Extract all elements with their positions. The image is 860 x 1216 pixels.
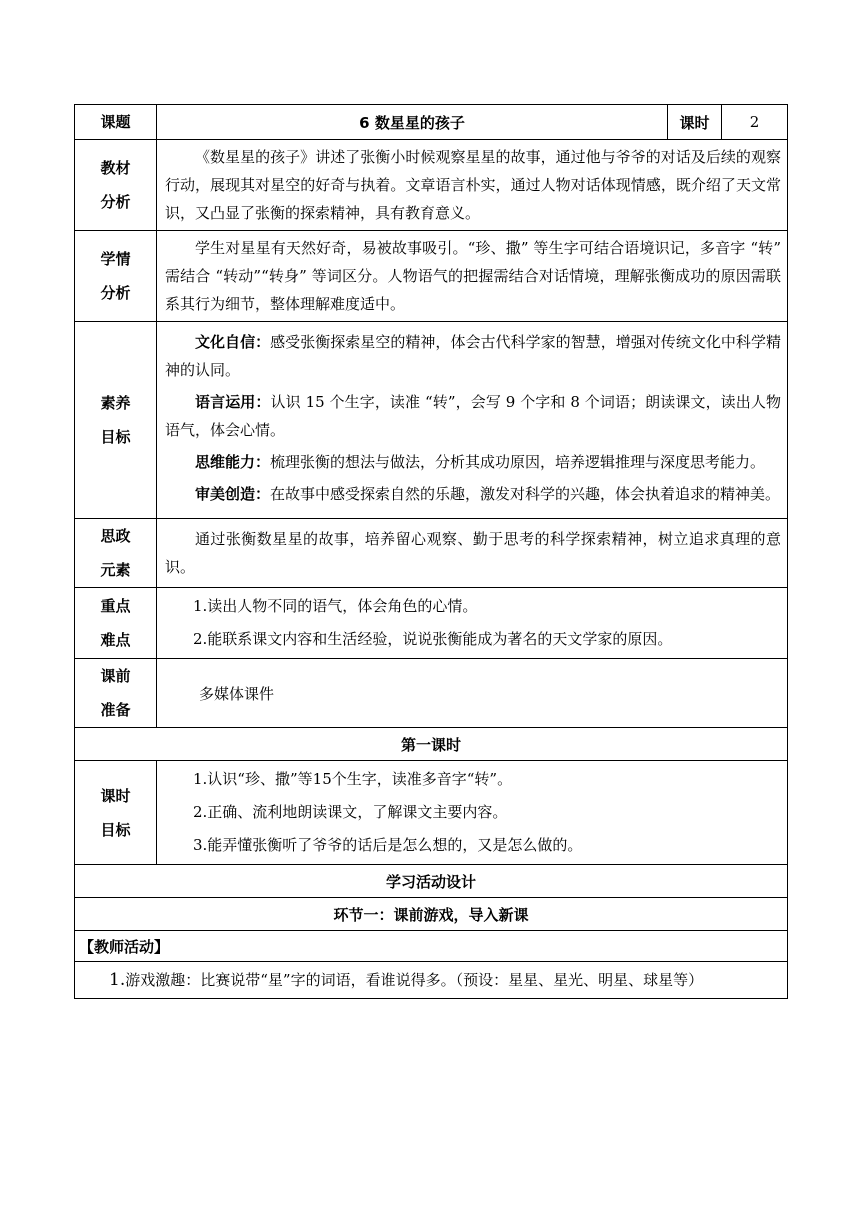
goal-title: 思维能力： [195,453,271,471]
topic-title: 6 数星星的孩子 [157,105,668,140]
step-one-heading: 环节一：课前游戏，导入新课 [75,898,788,931]
goal-text: 认识 15 个生字，读准 “转”，会写 9 个字和 8 个词语；朗读课文，读出人物语气，体会心情。 [165,393,781,439]
key-points-row [75,588,788,659]
ideological-text [157,519,788,588]
hours-value: 2 [722,105,788,140]
label-line: 教材 [100,159,131,177]
step-one-heading-row [75,898,788,931]
label-line: 分析 [100,284,131,302]
literacy-goals-row [75,322,788,519]
first-lesson-heading-row [75,728,788,761]
key-points-list [157,588,788,659]
label-line: 目标 [100,428,131,446]
list-item: 1.读出人物不同的语气，体会角色的心情。 [193,597,478,615]
goal-item [165,448,781,480]
label-line: 思政 [100,527,131,545]
paragraph: 《数星星的孩子》讲述了张衡小时候观察星星的故事，通过他与爷爷的对话及后续的观察行动，展现其对星空的好奇与执着。文章语言朴实，通过人物对话体现情感，既介绍了天文常识，又凸显了张衡的探索精神，具有教育意义。 [165,148,781,222]
label-line: 重点 [100,597,131,615]
goal-title: 文化自信： [195,333,271,351]
goal-text: 感受张衡探索星空的精神，体会古代科学家的智慧，增强对传统文化中科学精神的认同。 [165,333,781,379]
preparation-text: 多媒体课件 [157,659,788,728]
list-item: 2.正确、流利地朗读课文，了解课文主要内容。 [193,803,508,821]
label-line: 准备 [100,701,131,719]
label-line: 元素 [100,561,131,579]
label-line: 课时 [100,786,131,805]
goal-item [165,480,781,512]
topic-label: 课题 [75,105,157,140]
goal-title: 审美创造： [195,485,271,503]
list-item: 3.能弄懂张衡听了爷爷的话后是怎么想的，又是怎么做的。 [193,836,583,854]
textbook-analysis-row [75,140,788,231]
activity-design-heading-row [75,865,788,898]
label-line: 分析 [100,193,131,211]
literacy-goals-label [75,322,157,519]
goal-item [165,388,781,448]
literacy-goals-text [157,322,788,519]
student-analysis-label [75,231,157,322]
item-number: 1. [109,970,126,990]
lesson-plan-table [74,104,788,999]
activity-design-heading: 学习活动设计 [75,865,788,898]
label-line: 课前 [100,667,131,685]
goal-item [165,328,781,388]
first-lesson-goals-row [75,761,788,865]
first-lesson-goals-label [75,761,157,865]
list-item: 1.认识“珍、撒”等15个生字，读准多音字“转”。 [193,770,513,788]
paragraph [79,966,781,994]
goal-title: 语言运用： [195,393,271,411]
teacher-activity-heading: 【教师活动】 [75,931,788,962]
ideological-label [75,519,157,588]
ideological-row [75,519,788,588]
hours-label: 课时 [668,105,722,140]
list-item: 2.能联系课文内容和生活经验，说说张衡能成为著名的天文学家的原因。 [193,630,673,648]
preparation-label [75,659,157,728]
student-analysis-row [75,231,788,322]
teacher-activity-text [75,962,788,999]
first-lesson-goals-list [157,761,788,865]
item-text: 游戏激趣：比赛说带“星”字的词语，看谁说得多。（预设：星星、星光、明星、球星等） [125,971,704,989]
teacher-activity-heading-row [75,931,788,962]
topic-row [75,105,788,140]
textbook-analysis-text [157,140,788,231]
key-points-label [75,588,157,659]
label-line: 难点 [100,631,131,649]
preparation-row [75,659,788,728]
first-lesson-heading: 第一课时 [75,728,788,761]
student-analysis-text [157,231,788,322]
label-line: 素养 [100,394,131,412]
goal-text: 在故事中感受探索自然的乐趣，激发对科学的兴趣，体会执着追求的精神美。 [270,485,781,503]
goal-text: 梳理张衡的想法与做法，分析其成功原因，培养逻辑推理与深度思考能力。 [270,453,766,471]
teacher-activity-body-row [75,962,788,999]
textbook-analysis-label [75,140,157,231]
label-line: 学情 [100,250,131,268]
label-line: 目标 [100,820,131,839]
paragraph: 通过张衡数星星的故事，培养留心观察、勤于思考的科学探索精神，树立追求真理的意识。 [165,530,781,576]
paragraph: 学生对星星有天然好奇，易被故事吸引。“珍、撒” 等生字可结合语境识记，多音字 “转” 需结合 “转动”“转身” 等词区分。人物语气的把握需结合对话情境，理解张衡成功的原因需联系其行为细节，整体理解难度适中。 [165,239,781,313]
